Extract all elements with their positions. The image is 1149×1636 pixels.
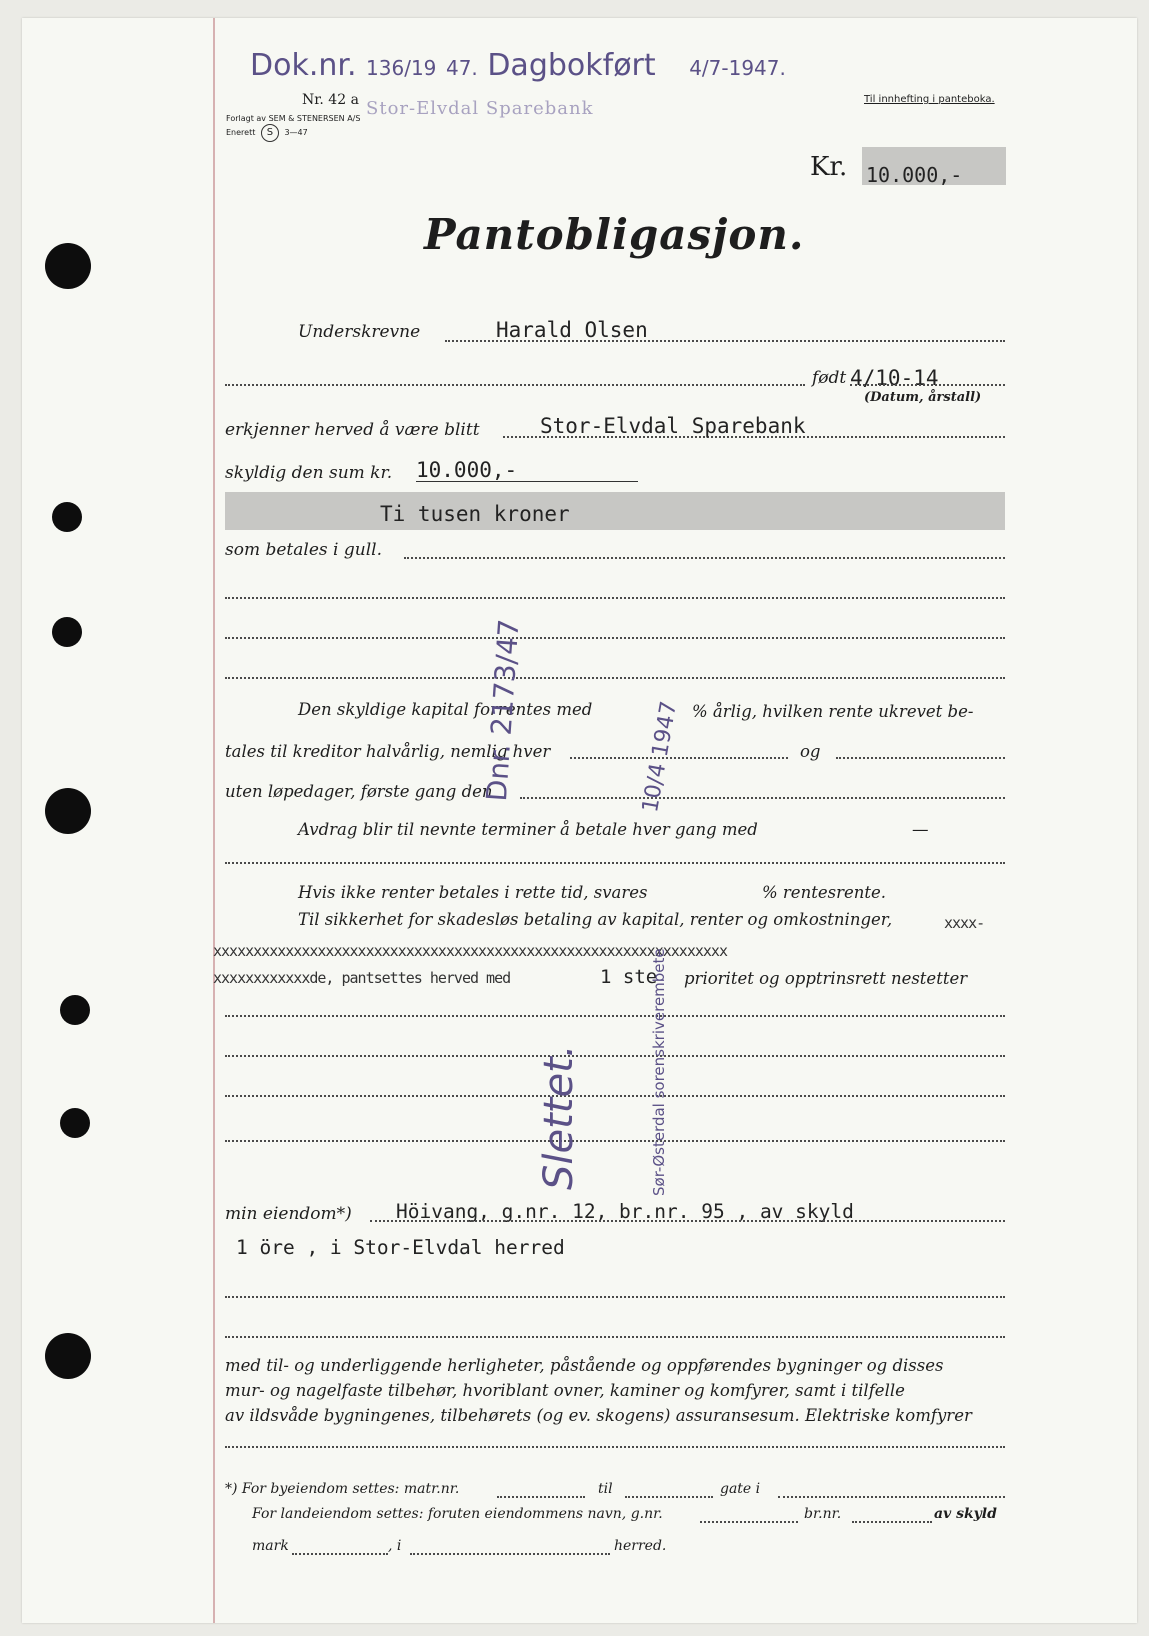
sum-label: skyldig den sum kr. — [225, 463, 393, 483]
dok-label: Dok.nr. — [250, 48, 357, 83]
interest-text: Til sikkerhet for skadesløs betaling av kapital, renter og omkostninger, — [298, 910, 893, 929]
filing-note: Til innhefting i panteboka. — [864, 94, 995, 105]
interest-text: — — [912, 820, 929, 839]
footnote-text: *) For byeiendom settes: matr.nr. — [225, 1481, 460, 1497]
interest-text: tales til kreditor halvårlig, nemlig hver — [225, 742, 551, 761]
publisher-imprint — [226, 114, 360, 142]
sum-value: 10.000,- — [416, 458, 518, 482]
publisher-line: Forlagt av SEM & STENERSEN A/S — [226, 114, 361, 123]
undersigned-value: Harald Olsen — [496, 318, 648, 342]
sum-words: Ti tusen kroner — [380, 502, 570, 526]
dok-number: 136/19 — [366, 56, 437, 80]
faint-bank-stamp: Stor-Elvdal Sparebank — [366, 98, 594, 119]
court-office-stamp: Sør-Østerdal sorenskriverembete — [650, 948, 668, 1196]
footnote-text: mark — [252, 1538, 289, 1554]
dagbok-date: 4/7-1947. — [689, 56, 786, 80]
appurtenance-text: mur- og nagelfaste tilbehør, hvoriblant ovner, kaminer og komfyrer, samt i tilfelle — [225, 1381, 905, 1400]
binder-hole — [45, 243, 91, 289]
amount-label: Kr. — [810, 152, 848, 182]
born-note: (Datum, årstall) — [864, 390, 982, 405]
interest-text: uten løpedager, første gang den — [225, 782, 493, 801]
binder-hole — [52, 502, 82, 532]
born-value: 4/10-14 — [850, 366, 939, 390]
struck-text: xxxx- — [944, 914, 985, 932]
interest-text: % rentesrente. — [762, 883, 886, 902]
property-label: min eiendom*) — [225, 1204, 352, 1224]
gold-label: som betales i gull. — [225, 540, 382, 560]
binder-hole — [45, 788, 91, 834]
appurtenance-text: med til- og underliggende herligheter, påstående og oppførendes bygninger og disses — [225, 1356, 944, 1375]
priority-value: 1 ste — [600, 966, 658, 988]
sum-words-shade — [225, 492, 1005, 530]
publisher-code: 3—47 — [284, 128, 308, 137]
footnote-text: gate i — [720, 1481, 761, 1497]
dok-stamp — [250, 48, 786, 83]
struck-text: xxxxxxxxxxxxxxxxxxxxxxxxxxxxxxxxxxxxxxxxxxxxxxxxxxxxxxxxxxxxxxxx — [213, 942, 727, 960]
binder-hole — [52, 617, 82, 647]
binder-hole — [60, 1108, 90, 1138]
binder-hole — [45, 1333, 91, 1379]
footnote-text: herred. — [614, 1538, 667, 1554]
document-title: Pantobligasjon. — [424, 210, 805, 259]
footnote-text: br.nr. — [804, 1506, 842, 1522]
interest-text: prioritet og opptrinsrett nestetter — [684, 969, 968, 988]
amount-value: 10.000,- — [866, 163, 963, 187]
footnote-text: til — [598, 1481, 613, 1497]
property-value: Höivang, g.nr. 12, br.nr. 95 , av skyld — [396, 1200, 854, 1223]
appurtenance-text: av ildsvåde bygningenes, tilbehørets (og ev. skogens) assuransesum. Elektriske komfyrer — [225, 1406, 972, 1425]
interest-text: Hvis ikke renter betales i rette tid, svares — [298, 883, 648, 902]
footnote-text: For landeiendom settes: foruten eiendommens navn, g.nr. — [252, 1506, 663, 1522]
interest-text: % årlig, hvilken rente ukrevet be- — [692, 702, 974, 721]
interest-text: Avdrag blir til nevnte terminer å betale hver gang med — [298, 820, 758, 839]
interest-text: og — [800, 742, 821, 761]
undersigned-label: Underskrevne — [298, 322, 421, 342]
registration-stamp: Dnr. 2173/47 — [480, 618, 526, 803]
footnote-text: av skyld — [934, 1506, 997, 1522]
interest-text: Den skyldige kapital forrentes med — [298, 700, 593, 719]
publisher-enerett: Enerett — [226, 128, 256, 137]
publisher-logo-icon: S — [261, 124, 279, 142]
form-number: Nr. 42 a — [302, 92, 359, 108]
footnote-text: , i — [388, 1538, 402, 1554]
cancellation-signature: Slettet. — [536, 1044, 582, 1190]
property-value: 1 öre , i Stor-Elvdal herred — [236, 1236, 565, 1259]
creditor-value: Stor-Elvdal Sparebank — [540, 414, 806, 438]
born-label: født — [812, 368, 847, 388]
dagbokfort-label: Dagbokført — [487, 48, 656, 83]
struck-text: xxxxxxxxxxxxde, pantsettes herved med — [213, 969, 511, 987]
creditor-label: erkjenner herved å være blitt — [225, 420, 480, 440]
binder-hole — [60, 995, 90, 1025]
dok-year: 47. — [445, 56, 478, 80]
stamp-date: 10/4 1947 — [638, 699, 683, 815]
margin-rule — [213, 18, 215, 1623]
